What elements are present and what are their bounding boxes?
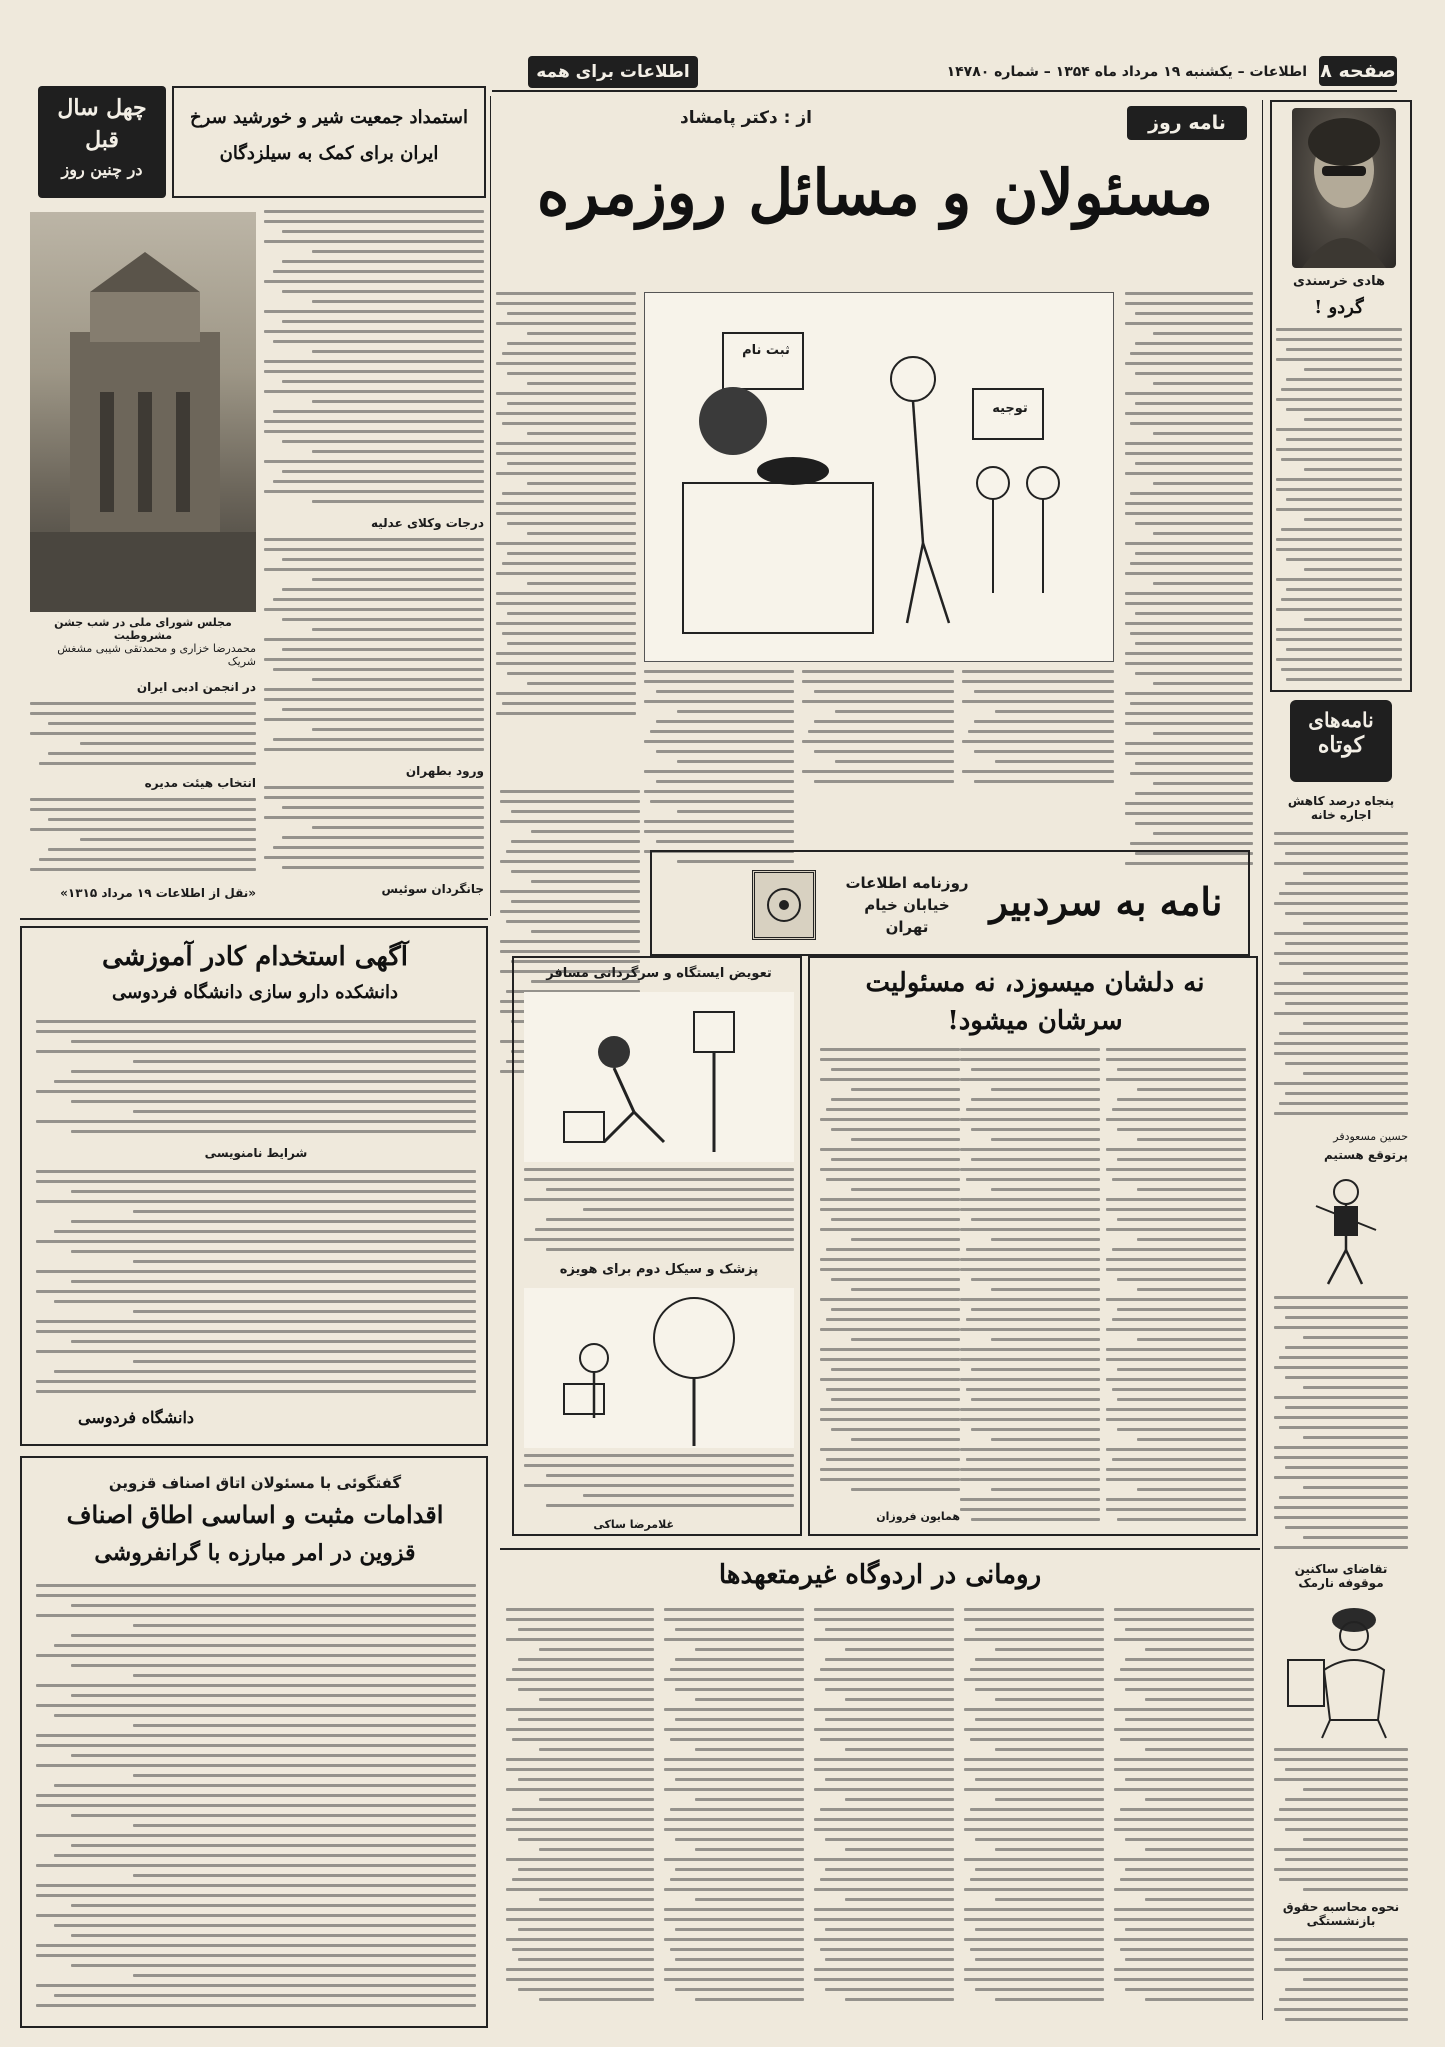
- running-man-icon: [524, 992, 794, 1162]
- lead-headline: مسئولان و مسائل روزمره: [536, 156, 1214, 229]
- parliament-photo: [30, 212, 256, 612]
- masthead: [0, 0, 1445, 100]
- romania-text-3: [814, 1608, 954, 2018]
- forty-years-badge: [38, 86, 166, 198]
- ad-title: آگهی استخدام کادر آموزشی: [101, 942, 409, 972]
- sub-vorud: ورود بطهران: [405, 764, 484, 778]
- ad-signature: دانشگاه فردوسی: [77, 1408, 195, 1427]
- bus-stop-title: تعویض ایستگاه و سرگردانی مسافر: [546, 966, 772, 981]
- short-letter-3-text: [1274, 1748, 1408, 1898]
- short-letter-4-title: نحوه محاسبه حقوق بازنشستگی: [1282, 1900, 1400, 1928]
- cartoon-officer-icon: [1274, 1590, 1408, 1740]
- short-letter-1-sign: حسین مسعودفر: [1333, 1130, 1408, 1143]
- stamp-icon: [752, 870, 816, 940]
- romania-story: [500, 1548, 1260, 2028]
- lead-text-col-4: [802, 670, 954, 790]
- recruitment-ad: [20, 926, 488, 1446]
- building-icon: [30, 212, 256, 612]
- right-column-divider: [1262, 100, 1263, 2020]
- sub-anjoman: در انجمن ادبی ایران: [136, 680, 256, 694]
- bus-stop-text: [524, 1168, 794, 1258]
- avenue-story: [808, 956, 1258, 1536]
- forty-years-line-3: در چنین روز: [61, 160, 143, 179]
- short-letter-3-title: تقاضای ساکنین موقوفه نارمک: [1294, 1562, 1388, 1590]
- romania-text-1: [1114, 1608, 1254, 2018]
- qazvin-text: [36, 1584, 476, 2020]
- romania-top-rule: [500, 1548, 1260, 1550]
- columnist-box: [1270, 100, 1412, 692]
- romania-text-4: [664, 1608, 804, 2018]
- masthead-rule: [492, 90, 1397, 92]
- romania-headline: رومانی در اردوگاه غیرمتعهدها: [718, 1560, 1042, 1590]
- avenue-text-2: [960, 1048, 1100, 1528]
- short-letter-2-title: پرتوقع هستیم: [1324, 1148, 1408, 1162]
- avenue-signer: همایون فروزان: [876, 1510, 960, 1523]
- page-label: صفحه ۸: [1319, 56, 1397, 86]
- short-letter-2-text: [1274, 1296, 1408, 1556]
- avenue-text-3: [820, 1048, 960, 1500]
- section-banner: اطلاعات برای همه: [528, 56, 698, 88]
- qazvin-kicker: گفتگوئی با مسئولان اتاق اصناف قزوین: [108, 1474, 402, 1492]
- ad-subtitle: دانشکده دارو سازی دانشگاه فردوسی: [112, 982, 398, 1003]
- romania-text-2: [964, 1608, 1104, 2018]
- letter-to-editor-banner: [650, 850, 1250, 956]
- forty-years-bottom-rule: [20, 918, 488, 920]
- short-letters-title-2: کوتاه: [1317, 732, 1365, 758]
- qazvin-headline: اقدامات مثبت و اساسی اطاق اصناف: [66, 1500, 444, 1529]
- columnist-name: هادی خرسندی: [1293, 274, 1385, 289]
- lead-text-col-2: [1125, 292, 1253, 877]
- cartoon-sign-justify: توجیه: [992, 401, 1028, 416]
- qazvin-subhead: قزوین در امر مبارزه با گرانفروشی: [94, 1540, 416, 1566]
- romania-text-5: [506, 1608, 654, 2018]
- bike-title: پزشک و سیکل دوم برای هویزه: [559, 1262, 759, 1277]
- editor-address-line-2: خیابان خیام: [864, 896, 950, 914]
- cartoon-sign-register: ثبت نام: [742, 343, 790, 358]
- bike-text: [524, 1454, 794, 1514]
- ad-text-2: [36, 1170, 476, 1400]
- column-title: گردو !: [1314, 297, 1364, 318]
- lead-text-col-5: [962, 670, 1114, 790]
- bus-stop-cartoon: [524, 992, 794, 1162]
- bus-stop-signer: غلامرضا ساکی: [593, 1518, 674, 1531]
- editor-address-line-1: روزنامه اطلاعات: [845, 874, 969, 892]
- sub-vekala: درجات وکلای عدلیه: [371, 516, 484, 530]
- sub-entekhab: انتخاب هیئت مدیره: [144, 776, 256, 790]
- short-letters-title-1: نامه‌های: [1308, 708, 1374, 732]
- forty-years-text-4: [30, 702, 256, 772]
- letter-to-editor-title: نامه به سردبیر: [989, 879, 1223, 924]
- avenue-headline-1: نه دلشان میسوزد، نه مسئولیت: [865, 968, 1205, 998]
- anjoman-note: محمدرضا خزاری و محمدتقی شیبی مشغش شریک: [57, 642, 256, 668]
- ad-conditions: شرایط نامنویسی: [204, 1146, 308, 1160]
- short-letter-1-title: پنجاه درصد کاهش اجاره خانه: [1287, 794, 1395, 822]
- lead-cartoon: [644, 292, 1114, 662]
- ad-text-1: [36, 1020, 476, 1140]
- qazvin-story: [20, 1456, 488, 2028]
- forty-years-text-1: [264, 210, 484, 510]
- bike-cartoon: [524, 1288, 794, 1448]
- bus-stop-story: [512, 956, 802, 1536]
- forty-years-source: «نقل از اطلاعات ۱۹ مرداد ۱۳۱۵»: [60, 886, 256, 900]
- avenue-headline-2: سرشان میشود!: [947, 1006, 1123, 1036]
- forty-years-section: [20, 86, 488, 916]
- short-letter-4-text: [1274, 1938, 1408, 2028]
- portrait-icon: [1292, 108, 1396, 268]
- forty-years-line-1: چهل سال: [57, 95, 147, 121]
- lead-story: [492, 96, 1257, 884]
- lead-text-col-1: [496, 292, 636, 722]
- forty-years-text-2: [264, 538, 484, 758]
- sub-sweden: جانگردان سوئیس: [381, 882, 484, 896]
- avenue-text-1: [1106, 1048, 1246, 1528]
- short-letters-column: [1270, 700, 1412, 2030]
- cartoon-man-icon: [1276, 1170, 1406, 1290]
- editor-address: [832, 872, 982, 938]
- lead-author: از : دکتر پامشاد: [680, 108, 812, 128]
- photo-caption: مجلس شورای ملی در شب جشن مشروطیت: [54, 616, 232, 642]
- editor-address-line-3: تهران: [885, 918, 929, 936]
- left-section-divider: [490, 96, 491, 916]
- forty-years-text-3: [264, 786, 484, 876]
- short-letters-header: [1290, 700, 1392, 782]
- short-letter-1-text: [1274, 832, 1408, 1122]
- forty-years-headline: استمداد جمعیت شیر و خورشید سرخ ایران برای کمک به سیلزدگان: [172, 86, 486, 198]
- columnist-photo: [1292, 108, 1396, 268]
- lead-kicker: نامه روز: [1127, 106, 1247, 140]
- forty-years-text-5: [30, 798, 256, 878]
- road-sign-icon: [524, 1288, 794, 1448]
- column-text: [1276, 328, 1402, 688]
- lead-text-col-3: [644, 670, 794, 870]
- forty-years-line-2: قبل: [85, 127, 119, 153]
- dateline: اطلاعات – یکشنبه ۱۹ مرداد ماه ۱۳۵۴ – شماره ۱۴۷۸۰: [946, 64, 1307, 80]
